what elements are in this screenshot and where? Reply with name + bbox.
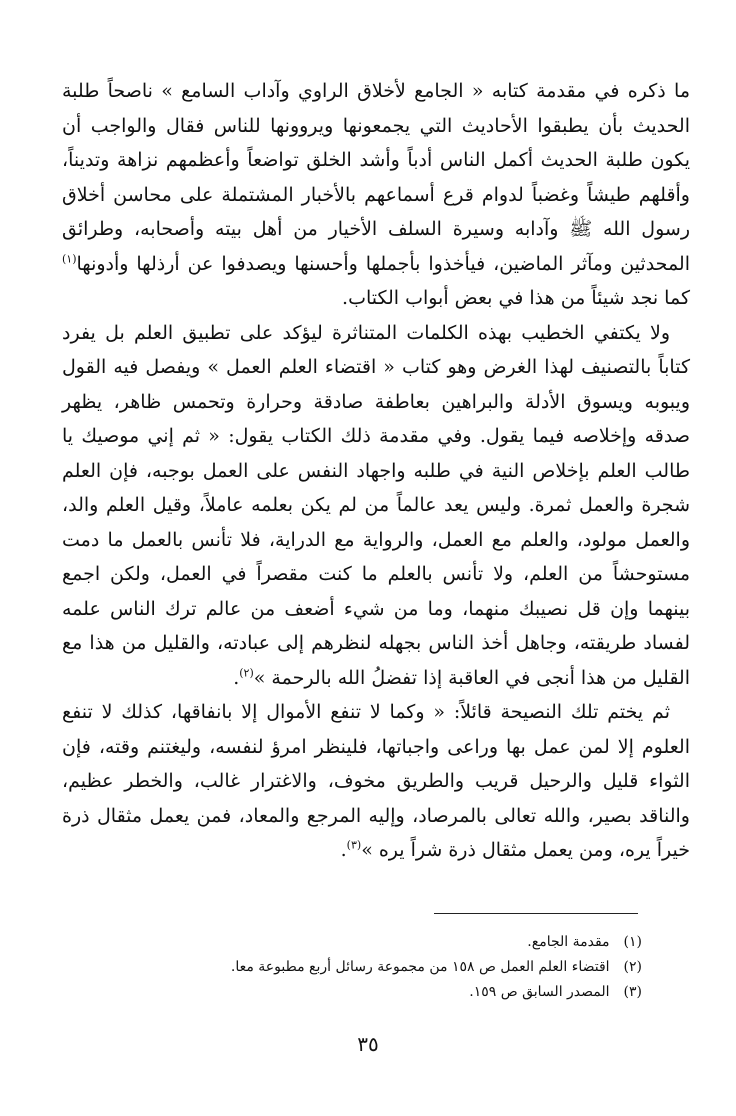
paragraph-tail: .	[233, 666, 240, 689]
paragraph-text: ولا يكتفي الخطيب بهذه الكلمات المتناثرة ليؤكد على تطبيق العلم بل يفرد كتاباً بالتصنيف لهذا الغرض وهو كتاب « اقتضاء العلم العمل » ويفصل فيه القول ويبوبه ويسوق الأدلة والبراهين بعاطفة صادقة وحرارة وتحمس ظاهر، يظهر صدقه وإخلاصه فيما يقول. وفي مقدمة ذلك الكتاب يقول: « ثم إني موصيك يا طالب العلم بإخلاص النية في طلبه واجهاد النفس على العمل بوجبه، فإن العلم شجرة والعمل ثمرة. وليس يعد عالماً من لم يكن بعلمه عاملاً، وقيل العلم والد، والعمل مولود، والعلم مع العمل، والرواية مع الدراية، فلا تأنس بالعمل ما دمت مستوحشاً من العلم، ولا تأنس بالعلم ما كنت مقصراً في العمل، ولكن اجمع بينهما وإن قل نصيبك منهما، وما من شيء أضعف من عالم ترك الناس علمه لفساد طريقته، وجاهل أخذ الناس بجهله لنظرهم إلى عبادته، والقليل من هذا مع القليل من هذا أنجى في العاقبة إذا تفضلُ الله بالرحمة »	[62, 321, 690, 689]
paragraph-text: ثم يختم تلك النصيحة قائلاً: « وكما لا تنفع الأموال إلا بانفاقها، كذلك لا تنفع العلوم إلا لمن عمل بها وراعى واجباتها، فلينظر امرؤ لنفسه، وليغتنم وقته، فإن الثواء قليل والرحيل قريب والطريق مخوف، والاغترار غالب، والخطر عظيم، والناقد بصير، والله تعالى بالمرصاد، وإليه المرجع والمعاد، فمن يعمل مثقال ذرة خيراً يره، ومن يعمل مثقال ذرة شراً يره »	[62, 701, 690, 861]
footnote-marker: (١)	[62, 252, 77, 266]
footnote-marker: (٣)	[346, 838, 362, 852]
footnote-number: (١)	[623, 934, 642, 950]
paragraph-tail: كما نجد شيئاً من هذا في بعض أبواب الكتاب.	[342, 287, 690, 309]
footnote-2	[180, 955, 642, 980]
paragraph-2	[62, 316, 690, 696]
page-number: ٣٥	[357, 1032, 379, 1056]
footnote-3	[180, 980, 642, 1005]
footnote-number: (٢)	[623, 959, 642, 975]
paragraph-1	[62, 74, 690, 316]
footnote-1	[180, 930, 642, 955]
main-text	[62, 74, 690, 868]
footnote-divider	[434, 913, 638, 914]
footnote-text: المصدر السابق ص ١٥٩.	[469, 984, 610, 1000]
paragraph-text: ما ذكره في مقدمة كتابه « الجامع لأخلاق الراوي وآداب السامع » ناصحاً طلبة الحديث بأن يطبقوا الأحاديث التي يجمعونها ويروونها للناس فقال والواجب أن يكون طلبة الحديث أكمل الناس أدباً وأشد الخلق تواضعاً وأعظمهم نزاهة وتديناً، وأقلهم طيشاً وغضباً لدوام قرع أسماعهم بالأخبار المشتملة على محاسن أخلاق رسول الله ﷺ وآدابه وسيرة السلف الأخيار من أهل بيته وأصحابه، وطرائق المحدثين ومآثر الماضين، فيأخذوا بأجملها وأحسنها ويصدفوا عن أرذلها وأدونها	[62, 80, 690, 275]
paragraph-3	[62, 695, 690, 868]
footnote-number: (٣)	[623, 984, 642, 1000]
footnotes	[180, 930, 642, 1005]
footnote-marker: (٢)	[239, 666, 254, 680]
footnote-text: مقدمة الجامع.	[527, 934, 610, 950]
paragraph-tail: .	[340, 839, 347, 861]
footnote-text: اقتضاء العلم العمل ص ١٥٨ من مجموعة رسائل أربع مطبوعة معا.	[230, 959, 610, 975]
